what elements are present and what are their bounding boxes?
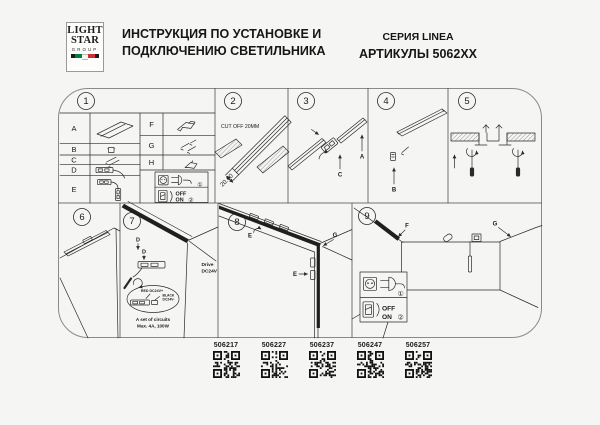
callout-g: G bbox=[332, 233, 338, 239]
article-number: 506257 bbox=[405, 342, 431, 349]
article-number: 506227 bbox=[261, 342, 287, 349]
driver-label-1: Drive bbox=[201, 263, 214, 268]
logo-word-star: STAR bbox=[70, 35, 100, 46]
step2-symbol: ② bbox=[397, 314, 404, 322]
document-title bbox=[122, 26, 326, 59]
callout-a: A bbox=[359, 154, 365, 161]
svg-text:3: 3 bbox=[303, 96, 309, 108]
panel-3-join-step bbox=[288, 118, 367, 179]
svg-text:7: 7 bbox=[129, 216, 135, 228]
wire bbox=[133, 268, 142, 277]
step-badge-4 bbox=[378, 93, 395, 110]
circuits-note-2: Max. 4A, 100W bbox=[137, 323, 169, 329]
article-item bbox=[202, 342, 250, 378]
corner-rail bbox=[317, 245, 320, 328]
qr-code bbox=[309, 351, 336, 378]
spring-clips bbox=[483, 125, 502, 133]
twist-arrow bbox=[133, 279, 142, 288]
panel-1-parts-table bbox=[60, 113, 215, 204]
ceiling-hatch bbox=[507, 133, 535, 141]
articles-heading: АРТИКУЛЫ 5062XX bbox=[358, 47, 478, 61]
clip-h-icon bbox=[185, 161, 197, 169]
callout-b: B bbox=[391, 187, 397, 194]
spotlight-icon bbox=[443, 233, 454, 243]
callout-strip bbox=[131, 294, 160, 305]
article-item bbox=[346, 342, 394, 378]
callout-d1: D bbox=[136, 237, 140, 244]
series-label: СЕРИЯ LINEA bbox=[382, 31, 454, 43]
panel-4-endcap-step bbox=[391, 109, 448, 194]
callout-e1: E bbox=[247, 233, 253, 240]
callout-d2: D bbox=[142, 249, 146, 256]
black-wire-label-1: BLACK bbox=[162, 293, 175, 298]
logo-word-light: LIGHT bbox=[67, 25, 103, 36]
callout-f: F bbox=[405, 223, 409, 230]
cut-note: CUT OFF 20MM bbox=[221, 124, 260, 130]
article-codes-row bbox=[202, 342, 442, 378]
clip-f-icon bbox=[178, 121, 196, 131]
svg-text:1: 1 bbox=[83, 96, 89, 108]
title-line-2: ПОДКЛЮЧЕНИЮ СВЕТИЛЬНИКА bbox=[122, 43, 326, 58]
qr-code bbox=[405, 351, 432, 378]
step-badge-5 bbox=[459, 93, 476, 110]
feed-strip bbox=[138, 262, 165, 269]
svg-text:4: 4 bbox=[383, 96, 389, 108]
connector-b-icon bbox=[108, 148, 115, 153]
step-badge-3 bbox=[298, 93, 315, 110]
step2-symbol: ② bbox=[188, 197, 194, 204]
svg-text:5: 5 bbox=[464, 96, 470, 108]
step-badge-1 bbox=[78, 93, 95, 110]
row-letter-c: C bbox=[71, 155, 77, 165]
corner-connector-e-icon bbox=[98, 180, 121, 201]
power-connection-box bbox=[360, 272, 407, 322]
row-letter-h: H bbox=[148, 158, 155, 168]
screws-c-icon bbox=[106, 157, 119, 167]
callout-g: G bbox=[492, 221, 498, 228]
wire-end bbox=[125, 279, 132, 289]
insert-arrow bbox=[312, 130, 319, 135]
recessed-light-icon bbox=[472, 234, 481, 242]
off-label: OFF bbox=[175, 191, 187, 198]
step-badge-6 bbox=[74, 209, 91, 226]
step1-symbol: ① bbox=[197, 181, 203, 189]
screwdriver-icon bbox=[513, 149, 523, 177]
driver-label-2: DC24V bbox=[201, 269, 217, 275]
step-badge-9 bbox=[359, 208, 376, 225]
recessed-channel bbox=[475, 133, 511, 145]
ceiling-hatch bbox=[451, 133, 479, 141]
row-letter-f: F bbox=[149, 120, 154, 129]
pendant-light-icon bbox=[468, 242, 471, 273]
svg-text:9: 9 bbox=[364, 211, 370, 223]
row-letter-e: E bbox=[71, 185, 77, 194]
svg-text:2: 2 bbox=[230, 96, 236, 108]
italian-flag-stripe bbox=[71, 54, 99, 58]
on-label: ON bbox=[382, 314, 392, 321]
diagram-canvas bbox=[58, 88, 542, 338]
mounted-rail bbox=[374, 220, 400, 241]
ceiling-hatch bbox=[257, 146, 289, 173]
row-letter-b: B bbox=[71, 144, 77, 154]
screw-icon bbox=[401, 147, 408, 155]
socket-icon bbox=[159, 175, 169, 185]
panel-7-wiring-step bbox=[122, 202, 218, 339]
lightstar-logo bbox=[66, 22, 104, 72]
title-line-1: ИНСТРУКЦИЯ ПО УСТАНОВКЕ И bbox=[122, 27, 322, 41]
plug-icon bbox=[172, 175, 192, 184]
feed-connector-d-icon bbox=[96, 168, 125, 179]
on-label: ON bbox=[175, 197, 184, 204]
logo-word-group: GROUP bbox=[71, 47, 99, 52]
screws-g-icon bbox=[181, 140, 196, 153]
row-letter-a: A bbox=[71, 124, 77, 133]
article-item bbox=[298, 342, 346, 378]
article-number: 506247 bbox=[357, 342, 383, 349]
panel-2-cut-step bbox=[215, 116, 291, 189]
panel-6-corner-view bbox=[60, 228, 120, 338]
article-number: 506237 bbox=[309, 342, 335, 349]
endcap-icon bbox=[391, 153, 396, 161]
callout-e2: E bbox=[292, 272, 298, 278]
off-label: OFF bbox=[382, 305, 396, 313]
svg-text:6: 6 bbox=[79, 212, 85, 224]
panel-9-room-view bbox=[352, 208, 542, 338]
ceiling-hatch bbox=[215, 139, 242, 158]
black-wire-label-2: DC24V- bbox=[162, 297, 175, 302]
profile-a-icon bbox=[97, 122, 133, 138]
panel-8-mount-step bbox=[219, 204, 352, 339]
step-badge-2 bbox=[225, 93, 242, 110]
qr-code bbox=[261, 351, 288, 378]
svg-text:8: 8 bbox=[234, 217, 240, 229]
panel-5-fix-step bbox=[451, 125, 535, 177]
article-number: 506217 bbox=[213, 342, 239, 349]
red-wire-label: RED DC24V+ bbox=[140, 289, 164, 293]
screwdriver-icon bbox=[467, 149, 477, 177]
dimension-label: 20.00 bbox=[218, 172, 235, 189]
row-letter-d: D bbox=[71, 165, 77, 175]
article-item bbox=[250, 342, 298, 378]
callout-c: C bbox=[337, 172, 343, 179]
article-item bbox=[394, 342, 442, 378]
row-letter-g: G bbox=[148, 141, 155, 150]
qr-code bbox=[357, 351, 384, 378]
qr-code bbox=[213, 351, 240, 378]
switch-icon bbox=[159, 190, 173, 202]
circuits-note-1: A set of circuits bbox=[135, 317, 171, 322]
step1-symbol: ① bbox=[397, 291, 404, 298]
